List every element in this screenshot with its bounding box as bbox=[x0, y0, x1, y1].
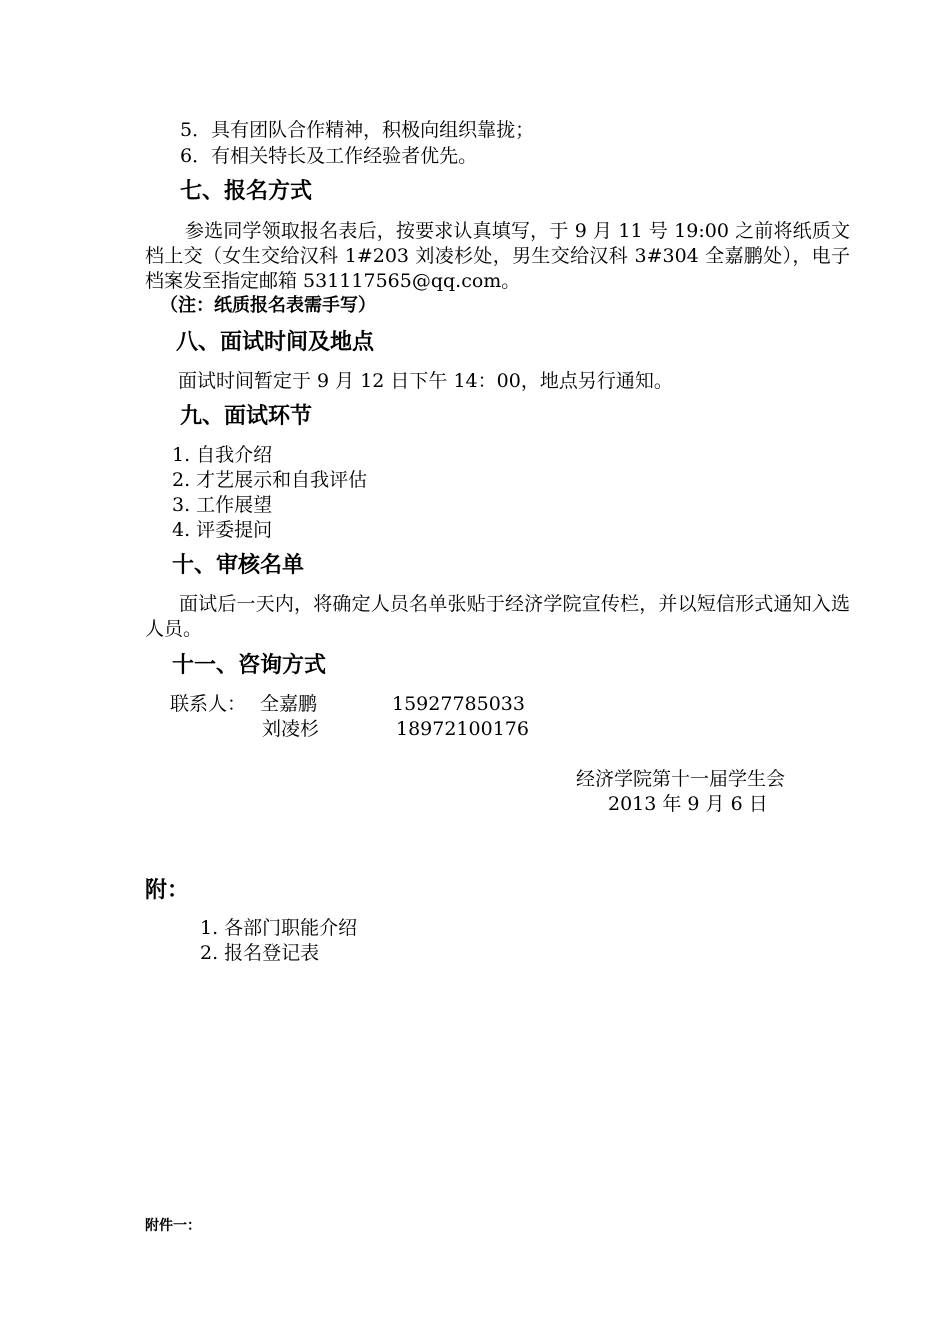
section-11-heading: 十一、咨询方式 bbox=[172, 653, 327, 678]
section-7-heading: 七、报名方式 bbox=[180, 179, 313, 204]
contact-name-1: 全嘉鹏 bbox=[260, 693, 318, 715]
requirement-item-5: 5．具有团队合作精神，积极向组织靠拢； bbox=[180, 119, 535, 141]
requirement-item-6: 6．有相关特长及工作经验者优先。 bbox=[180, 145, 478, 167]
section-7-paragraph: 参选同学领取报名表后，按要求认真填写，于 9 月 11 号 19:00 之前将纸质文档上交（女生交给汉科 1#203 刘凌杉处，男生交给汉科 3#304 全嘉鹏处），电子档案发至指定邮箱 531117565@qq.com。 bbox=[145, 220, 850, 292]
section-8-text: 面试时间暂定于 9 月 12 日下午 14：00，地点另行通知。 bbox=[178, 370, 673, 392]
interview-step-4: 4. 评委提问 bbox=[172, 519, 273, 541]
section-7-note: （注：纸质报名表需手写） bbox=[160, 295, 376, 316]
section-9-heading: 九、面试环节 bbox=[180, 404, 313, 429]
contact-name-2: 刘凌杉 bbox=[262, 718, 320, 740]
contact-label: 联系人： bbox=[170, 693, 247, 715]
attachment-label: 附件一： bbox=[145, 1218, 201, 1234]
section-10-heading: 十、审核名单 bbox=[172, 553, 305, 578]
signature-org: 经济学院第十一届学生会 bbox=[576, 768, 786, 790]
contact-phone-2: 18972100176 bbox=[396, 718, 529, 740]
interview-step-3: 3. 工作展望 bbox=[172, 494, 273, 516]
appendix-item-1: 1. 各部门职能介绍 bbox=[200, 917, 358, 939]
section-8-heading: 八、面试时间及地点 bbox=[176, 330, 375, 355]
section-10-paragraph: 面试后一天内，将确定人员名单张贴于经济学院宣传栏，并以短信形式通知入选人员。 bbox=[145, 593, 850, 640]
signature-date: 2013 年 9 月 6 日 bbox=[608, 793, 768, 815]
interview-step-1: 1. 自我介绍 bbox=[172, 444, 273, 466]
interview-step-2: 2. 才艺展示和自我评估 bbox=[172, 469, 368, 491]
appendix-heading: 附： bbox=[145, 878, 190, 903]
contact-phone-1: 15927785033 bbox=[392, 693, 525, 715]
appendix-item-2: 2. 报名登记表 bbox=[200, 942, 320, 964]
